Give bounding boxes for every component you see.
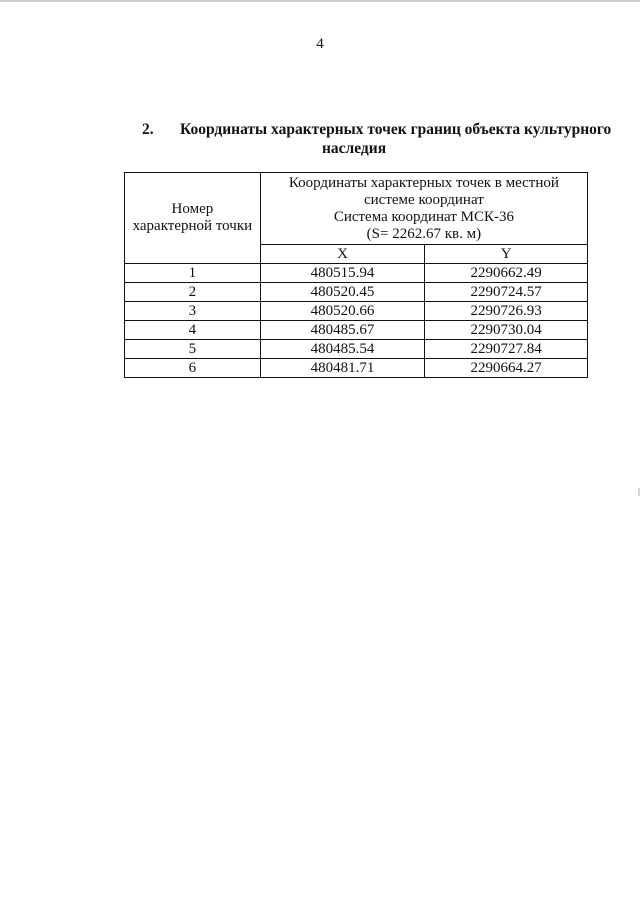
cell-point: 3	[125, 302, 261, 321]
section-number: 2.	[142, 121, 154, 138]
table-row	[125, 283, 588, 302]
header-system-line-3: Система координат МСК-36	[333, 208, 514, 225]
header-x: X	[260, 245, 425, 264]
table-row	[125, 359, 588, 378]
cell-y: 2290727.84	[425, 340, 588, 359]
cell-x: 480520.66	[260, 302, 425, 321]
table-body	[125, 264, 588, 378]
header-system-line-4: (S= 2262.67 кв. м)	[366, 225, 482, 242]
header-y: Y	[425, 245, 588, 264]
coordinates-table	[124, 172, 588, 378]
cell-y: 2290662.49	[425, 264, 588, 283]
header-system-line-1: Координаты характерных точек в местной	[288, 174, 559, 191]
section-title-line-2: наследия	[322, 140, 387, 157]
cell-point: 1	[125, 264, 261, 283]
page-number: 4	[316, 36, 324, 52]
header-point-line-2: характерной точки	[132, 218, 253, 234]
cell-x: 480485.54	[260, 340, 425, 359]
section-title-line-1: Координаты характерных точек границ объекта культурного	[180, 121, 612, 138]
scan-edge-line	[0, 0, 640, 2]
cell-x: 480520.45	[260, 283, 425, 302]
header-system-line-2: системе координат	[363, 191, 484, 208]
cell-x: 480485.67	[260, 321, 425, 340]
cell-y: 2290726.93	[425, 302, 588, 321]
table-row	[125, 340, 588, 359]
cell-x: 480481.71	[260, 359, 425, 378]
cell-y: 2290730.04	[425, 321, 588, 340]
table-row	[125, 302, 588, 321]
header-coordinate-system	[260, 173, 587, 245]
cell-y: 2290664.27	[425, 359, 588, 378]
header-point-number	[125, 173, 261, 264]
cell-x: 480515.94	[260, 264, 425, 283]
table-header-row	[125, 173, 588, 245]
table-row	[125, 321, 588, 340]
cell-point: 4	[125, 321, 261, 340]
cell-point: 5	[125, 340, 261, 359]
cell-point: 2	[125, 283, 261, 302]
cell-point: 6	[125, 359, 261, 378]
table-header	[125, 173, 588, 264]
header-point-line-1: Номер	[171, 201, 214, 217]
table-row	[125, 264, 588, 283]
cell-y: 2290724.57	[425, 283, 588, 302]
